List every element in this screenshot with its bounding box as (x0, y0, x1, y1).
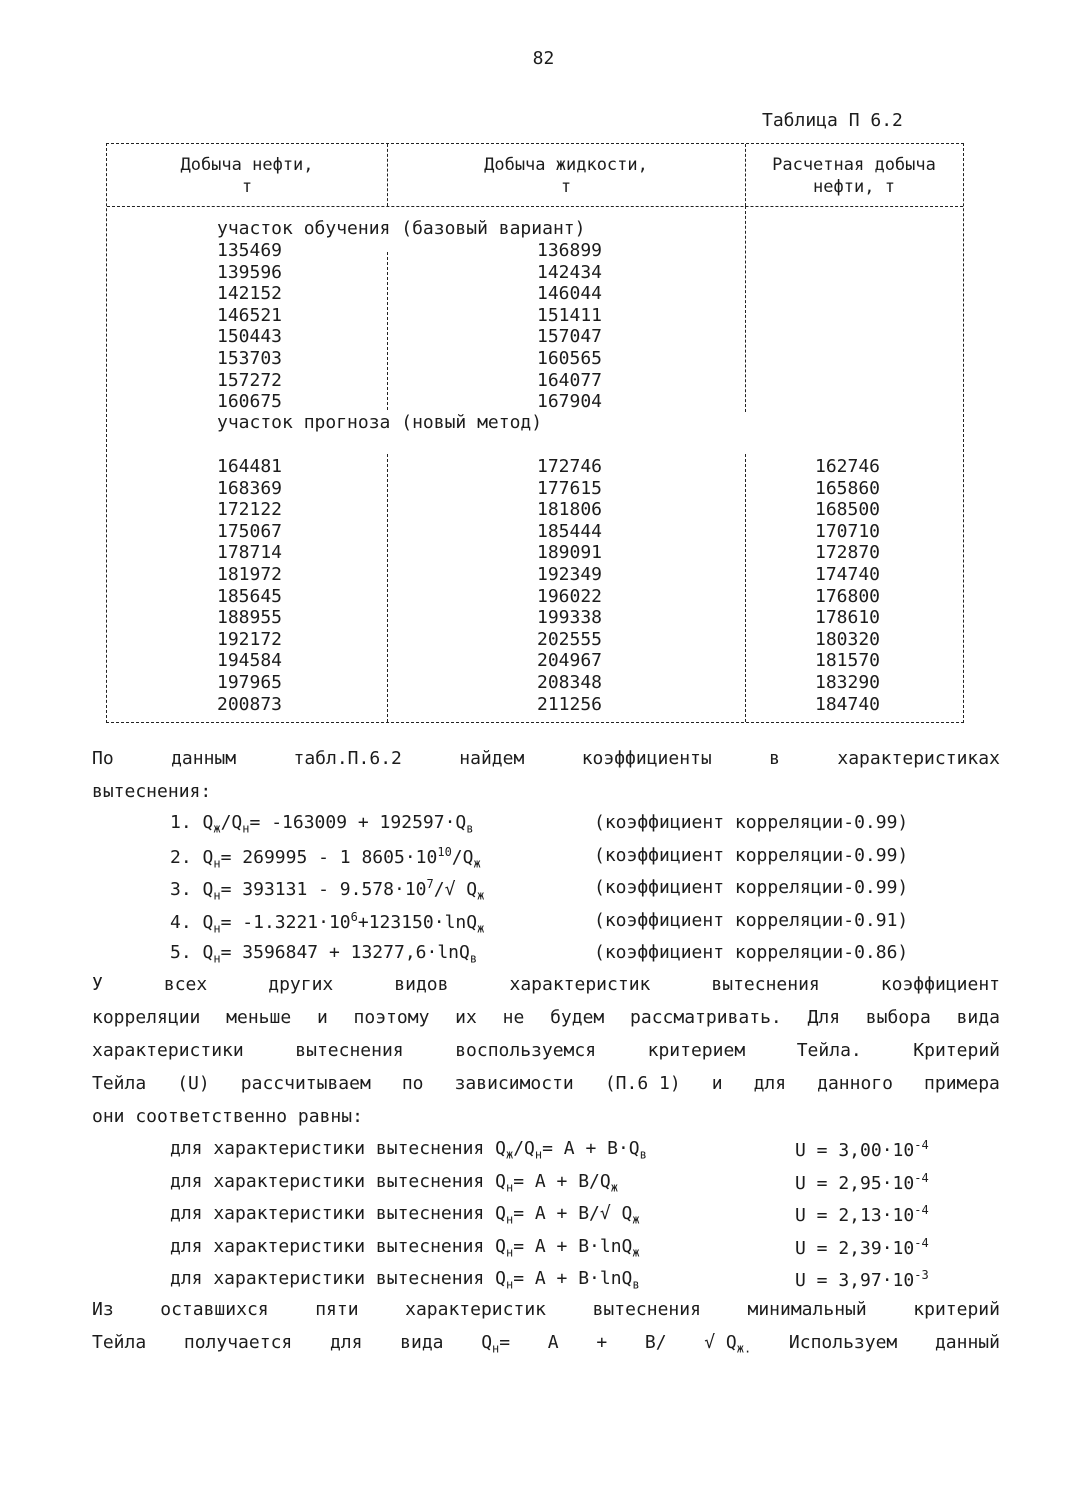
header-liquid-line1: Добыча жидкости, (484, 155, 648, 175)
theil-criterion-4 (170, 1235, 929, 1260)
paragraph-2-line-4 (92, 1067, 1000, 1100)
word: вытеснения (592, 1299, 701, 1320)
word: вытеснения (295, 1040, 404, 1061)
word: характеристики (92, 1040, 244, 1061)
table-cell: 196022 (537, 585, 603, 607)
subscript: н (505, 1180, 514, 1195)
word: критерием (647, 1040, 746, 1061)
subscript: н (213, 921, 221, 936)
table-cell: 142434 (537, 261, 603, 283)
paragraph-2-line-1 (92, 968, 1000, 1001)
table-cell: 181972 (217, 564, 283, 585)
subscript: н (492, 1341, 500, 1356)
table-cell: 194584 (217, 650, 283, 672)
word: вида (956, 1007, 1000, 1028)
table-cell: 160565 (537, 348, 603, 369)
superscript: -3 (914, 1268, 929, 1282)
header-oil (107, 154, 387, 198)
table-cell: 165860 (815, 477, 881, 499)
paragraph-3-line-2 (92, 1326, 1000, 1366)
equation-formula: 5. $Q_н= 3596847 + 13277,6\cdot\ln Q_в$ (170, 942, 478, 966)
equation-4 (170, 909, 909, 936)
word: рассматривать. (630, 1007, 782, 1028)
word: Из (92, 1299, 114, 1320)
formula-q-oil: $Q_н=$ (481, 1332, 511, 1356)
word: вытеснения (711, 974, 820, 995)
subscript: ж (610, 1180, 618, 1195)
word: Для (807, 1007, 841, 1028)
table-cell: 181806 (537, 499, 603, 521)
table-cell: 189091 (537, 542, 603, 564)
table-cell: 199338 (537, 607, 603, 629)
subscript: ж (473, 856, 481, 871)
word: минимальный (747, 1299, 867, 1320)
table-cell: 200873 (217, 693, 283, 715)
subscript: н (213, 856, 221, 871)
page-number: 82 (532, 48, 555, 69)
paragraph-3 (92, 1293, 1000, 1366)
table-cell: 211256 (537, 693, 603, 715)
word: по (401, 1073, 424, 1094)
word: У (92, 974, 103, 995)
word: критерий (913, 1299, 1000, 1320)
header-oil-line2: т (241, 177, 253, 197)
word: других (268, 974, 334, 995)
word: меньше (226, 1007, 292, 1028)
word: получается (183, 1332, 293, 1353)
subscript: н (505, 1245, 514, 1260)
subscript: н (505, 1277, 514, 1292)
table-cell: 174740 (815, 564, 881, 585)
word: вида (400, 1332, 444, 1353)
criterion-value: $U = 3,00\cdot 10^{-4}$ (795, 1138, 929, 1161)
table-cell: 180320 (815, 628, 881, 650)
table-cell: 142152 (217, 283, 283, 305)
header-calc-oil (745, 154, 963, 198)
paragraph-2-line-2 (92, 1001, 1000, 1034)
word: поэтому (353, 1007, 430, 1028)
word: данным (171, 748, 237, 769)
table-cell: 164481 (217, 456, 283, 477)
word: рассчитываем (240, 1073, 371, 1094)
superscript: 10 (437, 844, 452, 859)
paragraph-3-line-1 (92, 1293, 1000, 1326)
criterion-formula: для характеристики вытеснения $Q_н= A + B/Q_ж$ (170, 1170, 618, 1195)
superscript: -4 (914, 1170, 929, 1185)
word: По (92, 748, 114, 769)
table-cell: 188955 (217, 607, 283, 629)
criterion-formula: для характеристики вытеснения $Q_н= A + B\cdot\ln Q_ж$ (170, 1235, 640, 1260)
criterion-formula: для характеристики вытеснения $Q_н= A + B/√$ $Q_ж$ (170, 1203, 640, 1227)
word: оставшихся (160, 1299, 269, 1320)
criterion-value: $U = 2,95\cdot 10^{-4}$ (795, 1170, 929, 1194)
theil-criterion-2 (170, 1170, 929, 1195)
paragraph-2 (92, 968, 1000, 1133)
word: видов (394, 974, 449, 995)
subscript: в (632, 1277, 640, 1292)
word: и (316, 1007, 328, 1028)
subscript: в (466, 821, 474, 836)
subscript: ж (213, 821, 221, 836)
word: их (455, 1007, 477, 1028)
correlation-coefficient: (коэффициент корреляции-0.91) (594, 909, 909, 931)
word: зависимости (454, 1073, 574, 1094)
equation-formula: 3. $Q_н= 393131 - 9.578\cdot 10^7/√$ $Q_ж$ (170, 877, 485, 903)
word: воспользуемся (455, 1040, 597, 1061)
word: найдем (459, 748, 525, 769)
equation-1 (170, 812, 909, 836)
superscript: -4 (914, 1235, 929, 1250)
paragraph-2-line-5: они соответственно равны: (92, 1106, 363, 1127)
table-cell: 139596 (217, 261, 283, 283)
subscript: ж (477, 921, 485, 936)
subscript: н (213, 888, 221, 903)
subscript: ж (477, 888, 485, 903)
word: корреляции (92, 1007, 201, 1028)
word: всех (163, 974, 208, 995)
correlation-coefficient: (коэффициент корреляции-0.99) (594, 844, 909, 866)
word: в (769, 748, 780, 769)
table-caption: Таблица П 6.2 (762, 110, 903, 131)
subscript: н (505, 1212, 514, 1227)
table-cell: 146521 (217, 304, 283, 326)
word: данный (934, 1332, 1000, 1353)
equation-3 (170, 877, 909, 903)
paragraph-1-line-1 (92, 742, 1000, 775)
table-cell: 135469 (217, 240, 283, 261)
table-cell: 192172 (217, 628, 283, 650)
subscript: н (213, 951, 221, 966)
header-calc-oil-line2: нефти, т (813, 177, 895, 197)
word: Используем (788, 1332, 898, 1353)
subscript: в (639, 1147, 647, 1162)
correlation-coefficient: (коэффициент корреляции-0.99) (594, 877, 909, 898)
criterion-value: $U = 2,13\cdot 10^{-4}$ (795, 1203, 929, 1226)
paragraph-2-line-3 (92, 1034, 1000, 1067)
subscript: ж. (736, 1341, 752, 1356)
table-cell: 176800 (815, 585, 881, 607)
word: будем (550, 1007, 605, 1028)
table-cell: 151411 (537, 304, 603, 326)
table-cell: 192349 (537, 564, 603, 585)
word: B/ (644, 1332, 667, 1353)
word: коэффициент (880, 974, 1000, 995)
subscript: ж (505, 1147, 514, 1162)
subscript: в (469, 951, 478, 966)
table-cell: 146044 (537, 283, 603, 305)
table-cell: 178714 (217, 542, 283, 564)
paragraph-1-line-2: вытеснения: (92, 781, 212, 802)
word: + (596, 1332, 608, 1353)
word: (П.6 1) (604, 1073, 681, 1094)
correlation-coefficient: (коэффициент корреляции-0.99) (594, 812, 909, 833)
word: Критерий (913, 1040, 1000, 1061)
table-cell: 178610 (815, 607, 881, 629)
subscript: ж (632, 1212, 640, 1227)
word: и (711, 1073, 723, 1094)
formula-sqrt-q: √ $Q_{ж.}$ (704, 1332, 752, 1356)
column-divider-2-lower (745, 206, 746, 412)
table-cell: 157272 (217, 369, 283, 391)
section-training-label: участок обучения (базовый вариант) (217, 218, 586, 239)
header-rule (107, 206, 963, 207)
word: Тейла. (796, 1040, 862, 1061)
table-cell: 183290 (815, 672, 881, 693)
section-forecast-label: участок прогноза (новый метод) (217, 412, 543, 433)
word: характеристик (405, 1299, 546, 1320)
word: характеристик (509, 974, 651, 995)
column-divider-1-lower (387, 252, 388, 410)
table-cell: 197965 (217, 672, 283, 693)
theil-criterion-3 (170, 1203, 929, 1227)
table-cell: 168369 (217, 477, 283, 499)
table-cell: 177615 (537, 477, 603, 499)
word: данного (817, 1073, 893, 1094)
table-cell: 184740 (815, 693, 881, 715)
word: для (753, 1073, 787, 1094)
criterion-value: $U = 2,39\cdot 10^{-4}$ (795, 1235, 929, 1259)
column-divider-1-bottom (387, 454, 388, 722)
table-cell: 153703 (217, 348, 283, 369)
word: A (547, 1332, 559, 1353)
correlation-coefficient: (коэффициент корреляции-0.86) (594, 942, 909, 963)
word: выбора (865, 1007, 931, 1028)
table-cell: 150443 (217, 326, 283, 348)
superscript: -4 (914, 1138, 929, 1152)
equation-5 (170, 942, 909, 966)
subscript: н (534, 1147, 543, 1162)
table-cell: 204967 (537, 650, 603, 672)
table-cell: 208348 (537, 672, 603, 693)
word: для (329, 1332, 363, 1353)
table-cell: 185444 (537, 520, 603, 542)
word: Тейла (92, 1332, 147, 1353)
word: табл.П.6.2 (293, 748, 402, 769)
criterion-formula: для характеристики вытеснения $Q_н= A + B\cdot\ln Q_в$ (170, 1268, 640, 1292)
table-cell: 164077 (537, 369, 603, 391)
table-cell: 168500 (815, 499, 881, 521)
word: характеристиках (837, 748, 1000, 769)
header-liquid-line2: т (560, 177, 572, 197)
table-cell: 181570 (815, 650, 881, 672)
word: (U) (177, 1073, 210, 1094)
subscript: ж (632, 1245, 640, 1260)
table-cell: 172746 (537, 456, 603, 477)
word: Тейла (92, 1073, 147, 1094)
equation-formula: 4. $Q_н= -1.3221\cdot 10^6+123150\cdot\ln Q_ж$ (170, 909, 485, 936)
superscript: -4 (914, 1203, 929, 1217)
table-cell: 162746 (815, 456, 881, 477)
table-cell: 167904 (537, 391, 603, 413)
equation-formula: 2. $Q_н= 269995 - 1$ $8605\cdot 10^{10}/Q_ж$ (170, 844, 481, 871)
table-cell: 136899 (537, 240, 603, 261)
table-cell: 170710 (815, 520, 881, 542)
header-calc-oil-line1: Расчетная добыча (772, 155, 936, 175)
word: не (502, 1007, 525, 1028)
header-oil-line1: Добыча нефти, (180, 155, 314, 175)
table-cell: 175067 (217, 520, 283, 542)
word: примера (924, 1073, 1000, 1094)
column-divider-2-bottom (745, 454, 746, 722)
criterion-formula: для характеристики вытеснения $Q_ж/Q_н= A + B\cdot Q_в$ (170, 1138, 647, 1162)
theil-criterion-5 (170, 1268, 929, 1292)
word: пяти (315, 1299, 359, 1320)
superscript: 7 (426, 877, 434, 891)
header-liquid (387, 154, 745, 198)
equation-2 (170, 844, 909, 871)
table-cell: 172870 (815, 542, 881, 564)
paragraph-1 (92, 742, 1000, 808)
subscript: н (242, 821, 250, 836)
equation-formula: 1. $Q_ж/Q_н= -163009 + 192597\cdot Q_в$ (170, 812, 474, 836)
superscript: 6 (350, 909, 358, 924)
criterion-value: $U = 3,97\cdot 10^{-3}$ (795, 1268, 929, 1291)
table-cell: 160675 (217, 391, 283, 413)
table-cell: 202555 (537, 628, 603, 650)
table-cell: 172122 (217, 499, 283, 521)
table-cell: 157047 (537, 326, 603, 348)
theil-criterion-1 (170, 1138, 929, 1162)
table-cell: 185645 (217, 585, 283, 607)
data-table (106, 143, 964, 723)
word: коэффициенты (581, 748, 712, 769)
